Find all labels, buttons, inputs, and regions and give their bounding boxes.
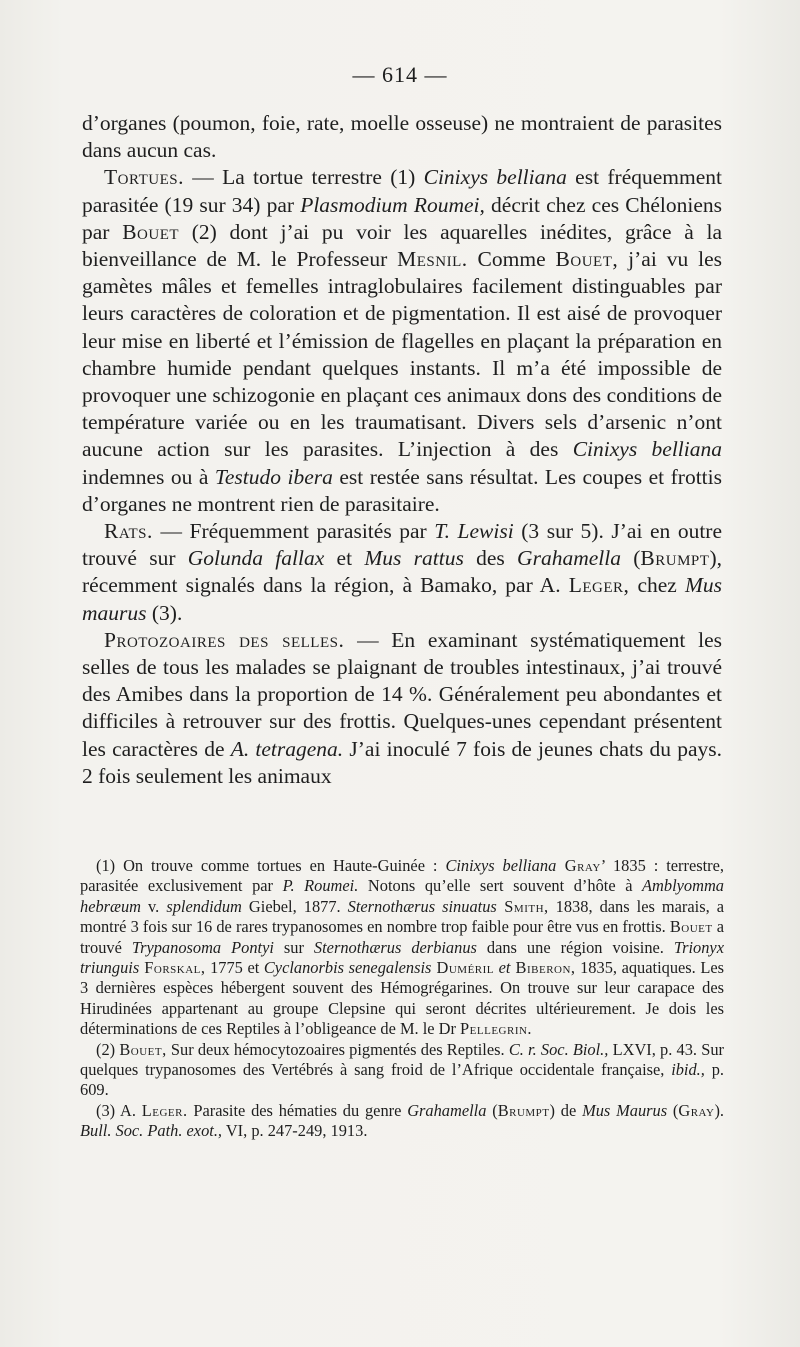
text-run: — Fréquemment parasités par	[152, 519, 435, 544]
species-name: Cyclanorbis senegalensis	[263, 958, 432, 978]
species-name: A. tetragena.	[230, 736, 344, 761]
author-name: Gray	[678, 1100, 715, 1120]
species-name: T. Lewisi	[434, 519, 514, 544]
text-run: (	[620, 546, 641, 571]
text-run: — La tortue terrestre (1)	[183, 165, 424, 190]
text-run: v.	[141, 896, 167, 916]
text-run: 1838, dans les marais, a montré 3 fois sur 16 de rares trypanosomes en nombre trop faible pour être vus en frottis.	[80, 896, 724, 937]
text-run: (2)	[96, 1039, 120, 1059]
text-run: et	[498, 958, 511, 978]
author-name: Smith,	[496, 896, 549, 916]
species-name: Golunda fallax	[187, 546, 325, 571]
text-run: Comme	[467, 247, 556, 272]
text-run: — En examinant systématiquement les selles de tous les malades se plaignant de troubles intestinaux, j’ai trouvé des Amibes dans la proportion de 14 %. Généralement peu abondantes et difficiles à retrouver sur des frottis. Quelques-unes cependant présentent les caractères de	[82, 627, 722, 761]
author-name: Gray	[556, 856, 601, 875]
text-run: dans une région voisine.	[476, 937, 674, 957]
text-run: 1775 et	[205, 958, 264, 978]
author-name: Pellegrin.	[460, 1019, 533, 1039]
text-run: (	[667, 1100, 679, 1120]
journal-title: C. r. Soc. Biol.,	[508, 1039, 609, 1059]
journal-title: ibid.,	[671, 1060, 705, 1080]
section-heading: Tortues.	[104, 165, 184, 190]
paragraph-tortues	[82, 164, 722, 518]
species-name: Mus Maurus	[582, 1100, 668, 1120]
author-name: Brumpt	[640, 546, 710, 571]
text-run: Notons qu’elle sert souvent d’hôte à	[358, 876, 643, 896]
text-run: LXVI, p. 43. Sur quelques trypanosomes des Vertébrés à sang froid de l’Afrique occidentale française,	[80, 1039, 724, 1080]
text-run: a trouvé	[80, 917, 724, 957]
species-name: splendidum	[166, 896, 242, 916]
species-name: Mus maurus	[82, 573, 722, 625]
section-heading: Rats.	[104, 519, 153, 544]
text-run: (2) dont j’ai pu voir les aquarelles inédites, grâce à la bienveillance de M. le Professeur	[82, 219, 722, 272]
text-run: (3) A.	[96, 1100, 142, 1120]
text-run: (3).	[146, 600, 183, 625]
paragraph-continuation	[82, 110, 722, 164]
footnotes	[80, 856, 724, 1142]
text-run: des	[463, 546, 518, 571]
journal-title: Bull. Soc. Path. exot.,	[80, 1121, 223, 1141]
text-run: (	[486, 1100, 498, 1120]
main-text	[82, 110, 722, 790]
author-name: Duméril	[431, 958, 495, 978]
species-name: Cinixys belliana	[572, 437, 723, 462]
text-run: indemnes ou à	[82, 464, 215, 489]
species-name: Plasmodium Roumei,	[300, 192, 485, 217]
species-name: Grahamella	[517, 546, 621, 571]
section-heading: Protozoaires des selles.	[104, 627, 345, 652]
text-run: p. 609.	[80, 1060, 724, 1100]
text-run: Sur deux hémocytozoaires pigmentés des Reptiles.	[166, 1039, 509, 1059]
species-name: Sternothærus derbianus	[313, 937, 477, 957]
species-name: Grahamella	[407, 1100, 487, 1120]
text-run: Giebel, 1877.	[241, 896, 348, 916]
text-run: j’ai vu les gamètes mâles et femelles intraglobulaires facilement distinguables par leurs caractères de coloration et de pigmentation. Il est aisé de provoquer leur mise en liberté et l’émission de flagelles en plaçant la préparation en chambre humide pendant quelques instants. Il m’a été impossible de provoquer une schizogonie en plaçant ces animaux dons des conditions de température variée ou en les traumatisant. Divers sels d’arsenic n’ont aucune action sur les parasites. L’injection à des	[82, 247, 722, 462]
text-run: sur	[273, 937, 314, 957]
author-name: Bouet,	[119, 1039, 167, 1059]
author-name: Bouet	[669, 917, 713, 937]
author-name: Biberon,	[510, 958, 576, 978]
text-run: (3 sur 5). J’ai en outre trouvé sur	[82, 519, 723, 571]
author-name: Forskal,	[139, 958, 206, 978]
species-name: Cinixys belliana	[445, 856, 557, 875]
author-name: Bouet	[122, 219, 180, 244]
page-number: — 614 —	[352, 62, 448, 87]
footnote-1	[80, 856, 724, 1040]
species-name: Sternothærus sinuatus	[347, 896, 497, 916]
species-name: Trypanosoma Pontyi	[131, 937, 274, 957]
species-name: Mus rattus	[364, 546, 464, 571]
text-run: décrit chez ces Chéloniens par	[82, 192, 722, 244]
footnote-3	[80, 1101, 724, 1142]
text-run: et	[324, 546, 365, 571]
species-name: Trionyx triunguis	[80, 937, 724, 978]
text-run: (1) On trouve comme tortues en Haute-Guinée :	[96, 856, 446, 875]
text-run: est fréquemment parasitée (19 sur 34) par	[82, 165, 722, 217]
text-run: ’ 1835 : terrestre, parasitée exclusivement par	[80, 856, 725, 896]
author-name: Bouet,	[555, 247, 619, 272]
author-name: Leger.	[141, 1100, 188, 1120]
author-name: Leger,	[568, 573, 630, 598]
text-run: d’organes (poumon, foie, rate, moelle osseuse) ne montraient de parasites dans aucun cas.	[82, 111, 722, 163]
species-name: Cinixys belliana	[423, 165, 567, 190]
author-name: Brumpt	[497, 1100, 550, 1120]
text-run: J’ai inoculé 7 fois de jeunes chats du pays. 2 fois seulement les animaux	[82, 736, 722, 788]
species-name: Amblyomma hebræum	[80, 876, 724, 916]
paragraph-protozoaires	[82, 627, 722, 790]
text-run: VI, p. 247-249, 1913.	[222, 1121, 368, 1141]
author-name: Mesnil.	[397, 247, 468, 272]
text-run: est restée sans résultat. Les coupes et frottis d’organes ne montrent rien de parasitaire.	[82, 464, 722, 516]
species-name: P. Roumei.	[282, 876, 359, 896]
text-run: ).	[714, 1100, 724, 1120]
text-run: 1835, aquatiques. Les 3 dernières espèces hébergent souvent des Hémogrégarines. On trouve sur leur carapace des Hirudinées appartenant au groupe Clepsine qui seront décrites ultérieurement. Je dois les déterminations de ces Reptiles à l’obligeance de M. le Dr	[80, 958, 725, 1039]
text-run: ), récemment signalés dans la région, à Bamako, par A.	[82, 546, 722, 598]
species-name: Testudo ibera	[214, 464, 333, 489]
text-run: ) de	[549, 1100, 583, 1120]
paragraph-rats	[82, 518, 722, 627]
footnote-2	[80, 1040, 724, 1101]
text-run: Parasite des hématies du genre	[187, 1100, 408, 1120]
text-run: chez	[629, 573, 685, 598]
